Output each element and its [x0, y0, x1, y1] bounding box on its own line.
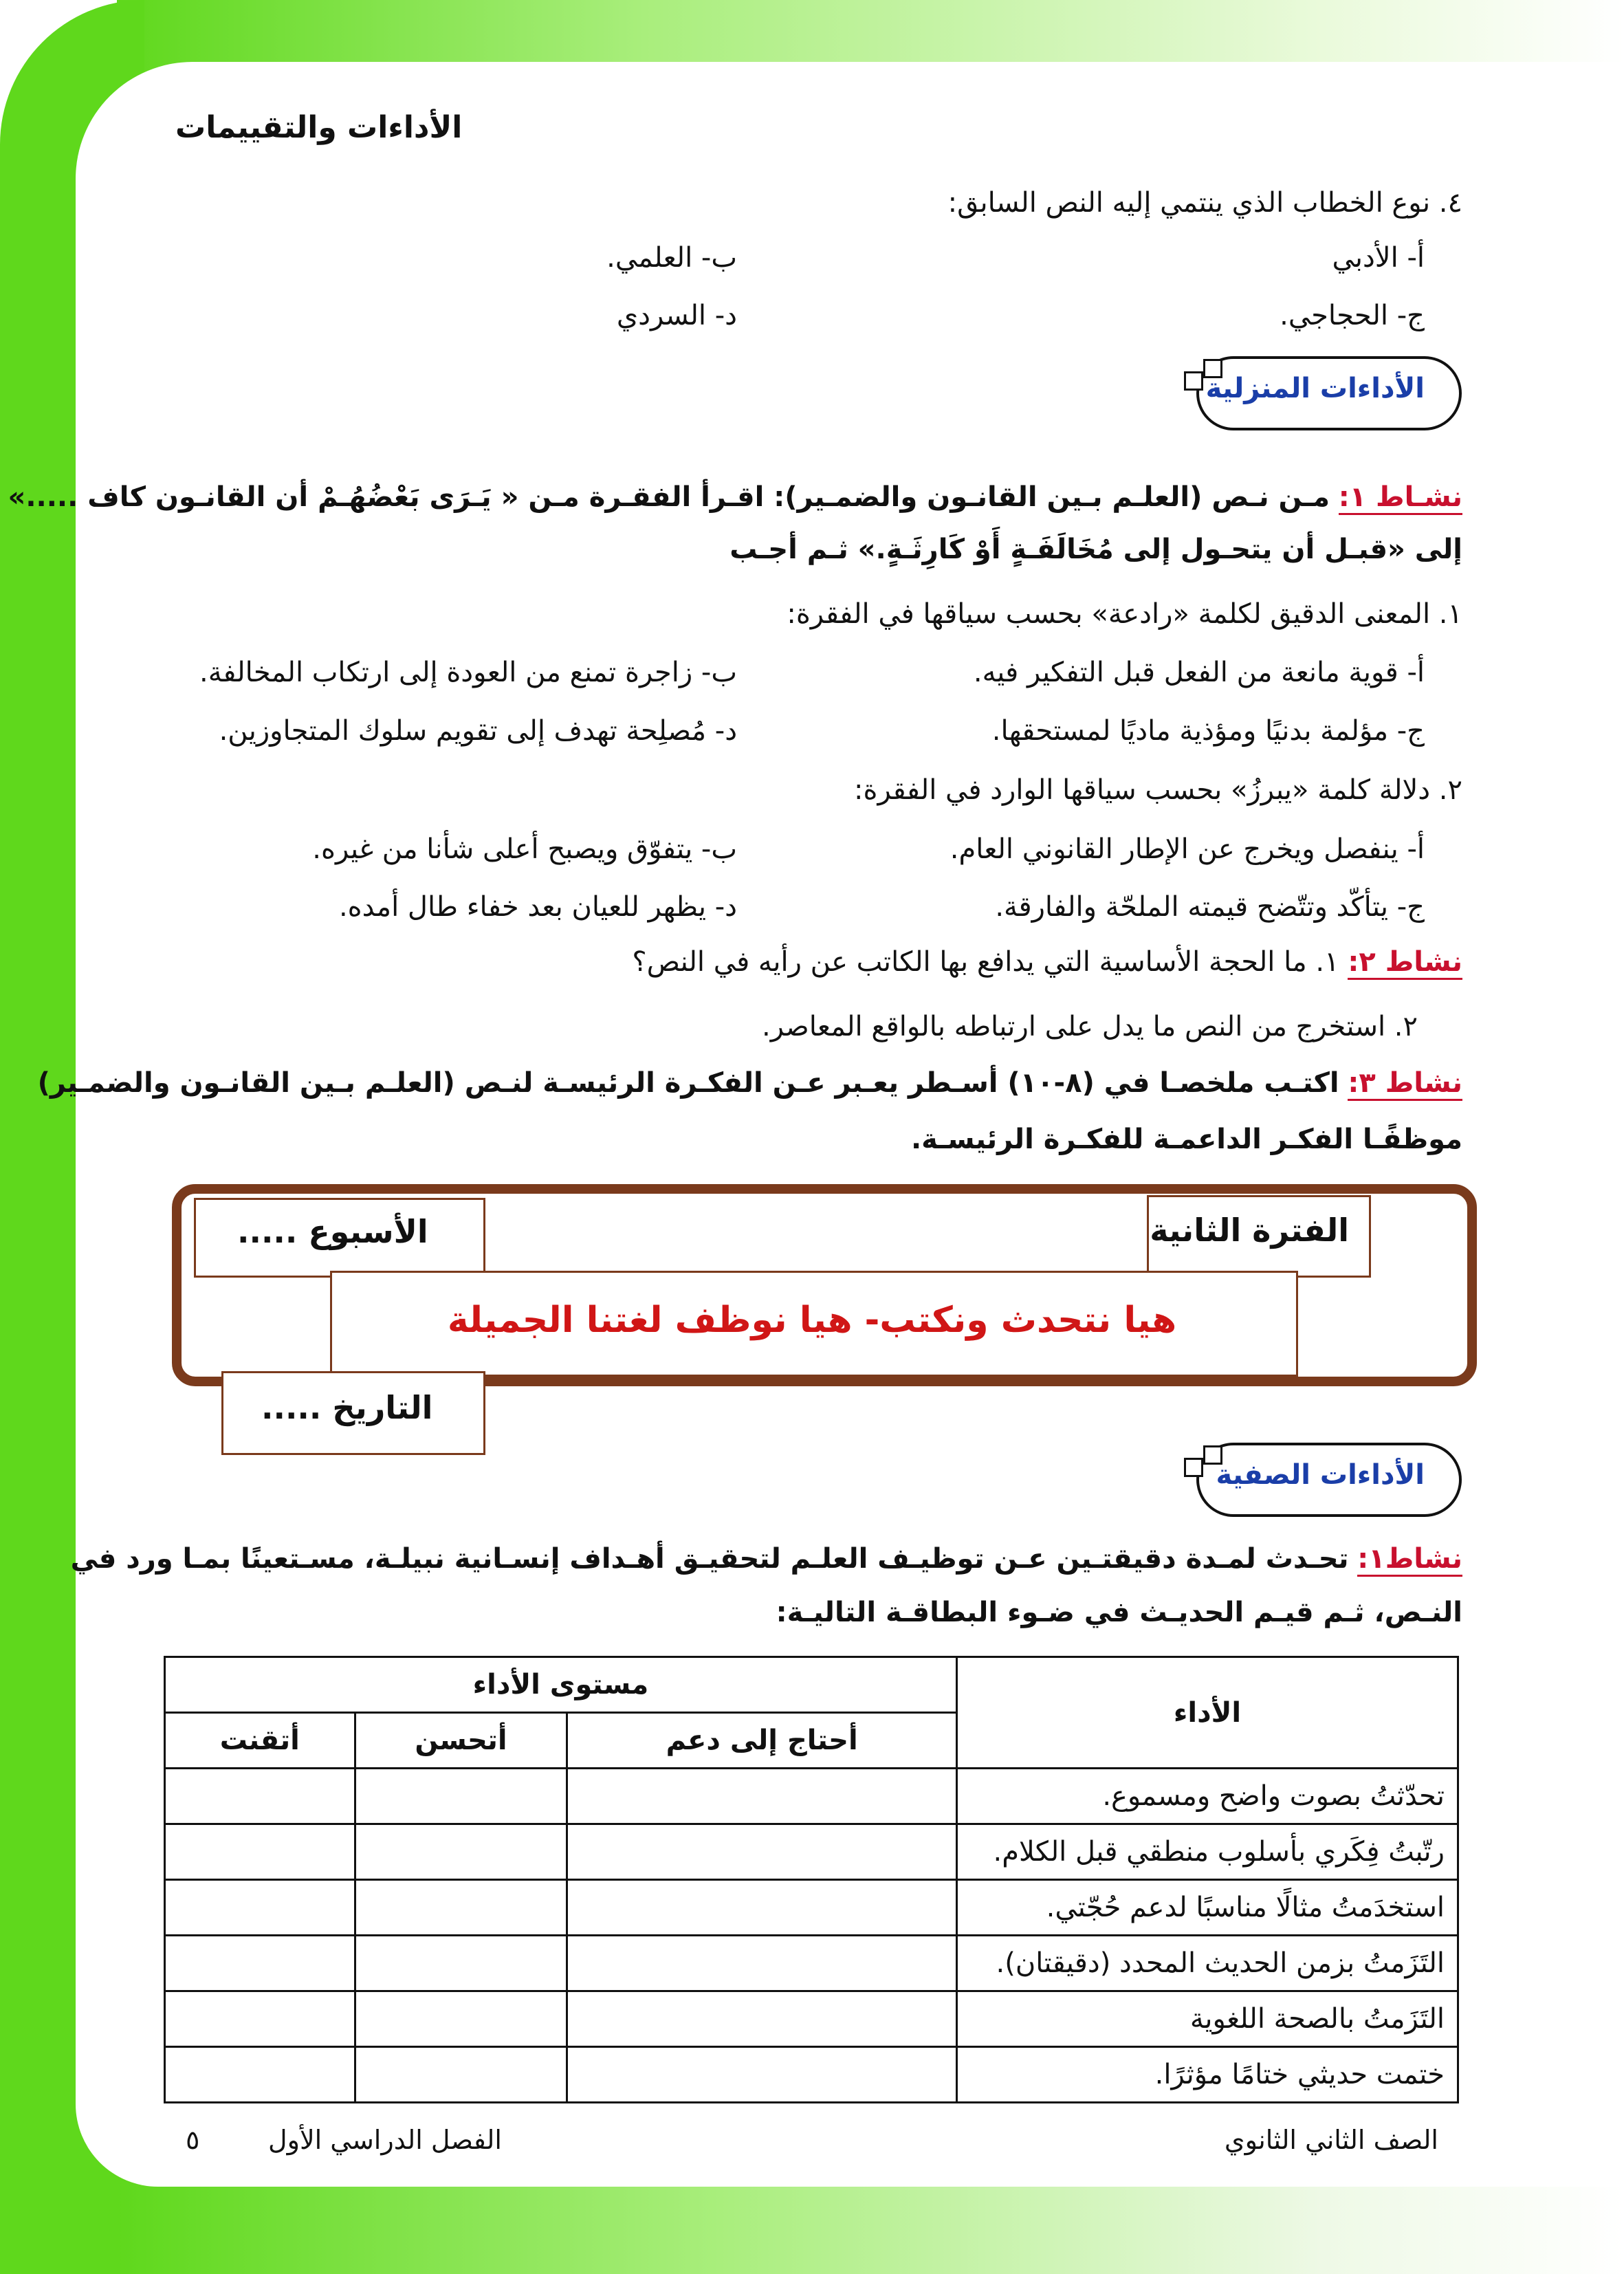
home-q2-question: ٢. دلالة كلمة «يبرزُ» بحسب سياقها الوارد في الفقرة:	[854, 774, 1462, 806]
week-label: الأسبوع .....	[237, 1213, 428, 1250]
home-q2-option-a: أ- ينفصل ويخرج عن الإطار القانوني العام.	[950, 833, 1425, 865]
home-activity-3-label: نشاط ٣:	[1348, 1067, 1462, 1101]
level-needs-support: أحتاج إلى دعم	[567, 1713, 957, 1769]
rating-cell[interactable]	[355, 1769, 567, 1824]
home-q1-option-b: ب- زاجرة تمنع من العودة إلى ارتكاب المخالفة.	[199, 657, 737, 688]
rating-cell[interactable]	[355, 2047, 567, 2103]
q4-option-b: ب- العلمي.	[606, 242, 737, 274]
q4-question: ٤. نوع الخطاب الذي ينتمي إليه النص السابق:	[947, 187, 1462, 219]
home-activity-3-text: اكتـب ملخصـا في (٨-١٠) أسـطر يعـبر عـن الفكـرة الرئيسـة لنـص (العلـم بـين القانـون والضمـير)	[37, 1067, 1339, 1099]
classroom-activity-1-line-2: النـص، ثـم قيـم الحديـث في ضـوء البطاقـة التاليـة:	[776, 1597, 1462, 1628]
performance-item: رتّبتُ فِكَري بأسلوب منطقي قبل الكلام.	[957, 1824, 1458, 1880]
performance-item: التَزَمتُ بالصحة اللغوية	[957, 1991, 1458, 2047]
home-activity-1-text: مـن نـص (العلـم بـين القانـون والضمـير): اقـرأ الفقـرة مـن « يَـرَى بَعْضُهُـمْ أن القانـون كاف .....»	[8, 481, 1330, 513]
classroom-activity-1-line-1	[71, 1543, 1462, 1575]
rating-cell[interactable]	[355, 1936, 567, 1991]
home-q1-option-c: ج- مؤلمة بدنيًا ومؤذية ماديًا لمستحقها.	[991, 715, 1425, 747]
rating-cell[interactable]	[355, 1880, 567, 1936]
lesson-title: هيا نتحدث ونكتب- هيا نوظف لغتنا الجميلة	[447, 1300, 1177, 1341]
q4-option-a: أ- الأدبي	[1332, 242, 1425, 274]
classroom-section-label: الأداءات الصفية	[1216, 1459, 1425, 1491]
home-activity-2-q1: ١. ما الحجة الأساسية التي يدافع بها الكاتب عن رأيه في النص؟	[632, 946, 1339, 978]
home-q1-option-d: د- مُصلِحة تهدف إلى تقويم سلوك المتجاوزين.	[219, 715, 737, 747]
table-row	[165, 1991, 1458, 2047]
performance-item: ختمت حديثي ختامًا مؤثرًا.	[957, 2047, 1458, 2103]
rating-cell[interactable]	[567, 1936, 957, 1991]
rating-cell[interactable]	[165, 1769, 355, 1824]
table-row	[165, 1936, 1458, 1991]
rating-cell[interactable]	[165, 1880, 355, 1936]
level-mastered: أتقنت	[165, 1713, 355, 1769]
rating-cell[interactable]	[567, 1824, 957, 1880]
badge-square-icon	[1184, 1458, 1203, 1477]
frame-bottom-border	[117, 2181, 1624, 2274]
rating-cell[interactable]	[567, 2047, 957, 2103]
performance-table	[164, 1656, 1459, 2103]
home-q2-option-b: ب- يتفوّق ويصبح أعلى شأنا من غيره.	[312, 833, 737, 865]
performance-column-header: الأداء	[957, 1657, 1458, 1769]
home-q2-option-d: د- يظهر للعيان بعد خفاء طال أمده.	[338, 891, 737, 923]
table-row	[165, 2047, 1458, 2103]
level-improving: أتحسن	[355, 1713, 567, 1769]
footer-term: الفصل الدراسي الأول	[268, 2125, 502, 2155]
home-activity-2-label: نشاط ٢:	[1348, 946, 1462, 980]
rating-cell[interactable]	[165, 1936, 355, 1991]
rating-cell[interactable]	[165, 1991, 355, 2047]
rating-cell[interactable]	[165, 2047, 355, 2103]
home-activity-3-line-2: موظفًـا الفكـر الداعمـة للفكـرة الرئيسـة.	[910, 1124, 1462, 1155]
home-activity-1-line-2: إلى «قبـل أن يتحـول إلى مُخَالَفَـةٍ أَوْ كَارِثَـةٍ.» ثـم أجـب	[729, 534, 1462, 565]
page-header-title: الأداءات والتقييمات	[175, 110, 463, 145]
date-label: التاريخ .....	[261, 1389, 433, 1426]
period-label: الفترة الثانية	[1150, 1212, 1349, 1249]
home-q2-option-c: ج- يتأكّد وتتّضح قيمته الملحّة والفارقة.	[995, 891, 1425, 923]
classroom-activity-1-label: نشاط١:	[1357, 1543, 1462, 1577]
table-row	[165, 1880, 1458, 1936]
rating-cell[interactable]	[355, 1991, 567, 2047]
q4-option-d: د- السردي	[616, 300, 737, 331]
rating-cell[interactable]	[165, 1824, 355, 1880]
performance-item: استخدَمتُ مثالًا مناسبًا لدعم حُجّتي.	[957, 1880, 1458, 1936]
performance-item: تحدّثتُ بصوت واضح ومسموع.	[957, 1769, 1458, 1824]
home-activity-1-line-1	[8, 481, 1463, 513]
footer-grade: الصف الثاني الثانوي	[1224, 2125, 1438, 2155]
rating-cell[interactable]	[567, 1769, 957, 1824]
rating-cell[interactable]	[355, 1824, 567, 1880]
level-column-header: مستوى الأداء	[165, 1657, 957, 1713]
home-activity-1-label: نشـاط ١:	[1339, 481, 1462, 515]
performance-item: التَزَمتُ بزمن الحديث المحدد (دقيقتان).	[957, 1936, 1458, 1991]
badge-square-icon	[1184, 371, 1203, 391]
rating-cell[interactable]	[567, 1991, 957, 2047]
home-activity-3-line-1	[38, 1067, 1462, 1099]
home-q1-question: ١. المعنى الدقيق لكلمة «رادعة» بحسب سياقها في الفقرة:	[787, 598, 1462, 630]
table-row	[165, 1769, 1458, 1824]
footer-page-number: ٥	[186, 2125, 200, 2155]
home-activity-2	[632, 946, 1462, 978]
home-section-label: الأداءات المنزلية	[1205, 373, 1425, 404]
q4-option-c: ج- الحجاجي.	[1280, 300, 1425, 331]
rating-cell[interactable]	[567, 1880, 957, 1936]
home-q1-option-a: أ- قوية مانعة من الفعل قبل التفكير فيه.	[973, 657, 1425, 688]
classroom-activity-1-text: تحـدث لمـدة دقيقتـين عـن توظيـف العلـم لتحقيـق أهـداف إنسـانية نبيلـة، مسـتعينًا بمـا ورد في	[70, 1543, 1349, 1575]
table-row	[165, 1824, 1458, 1880]
home-activity-2-q2: ٢. استخرج من النص ما يدل على ارتباطه بالواقع المعاصر.	[761, 1011, 1418, 1042]
